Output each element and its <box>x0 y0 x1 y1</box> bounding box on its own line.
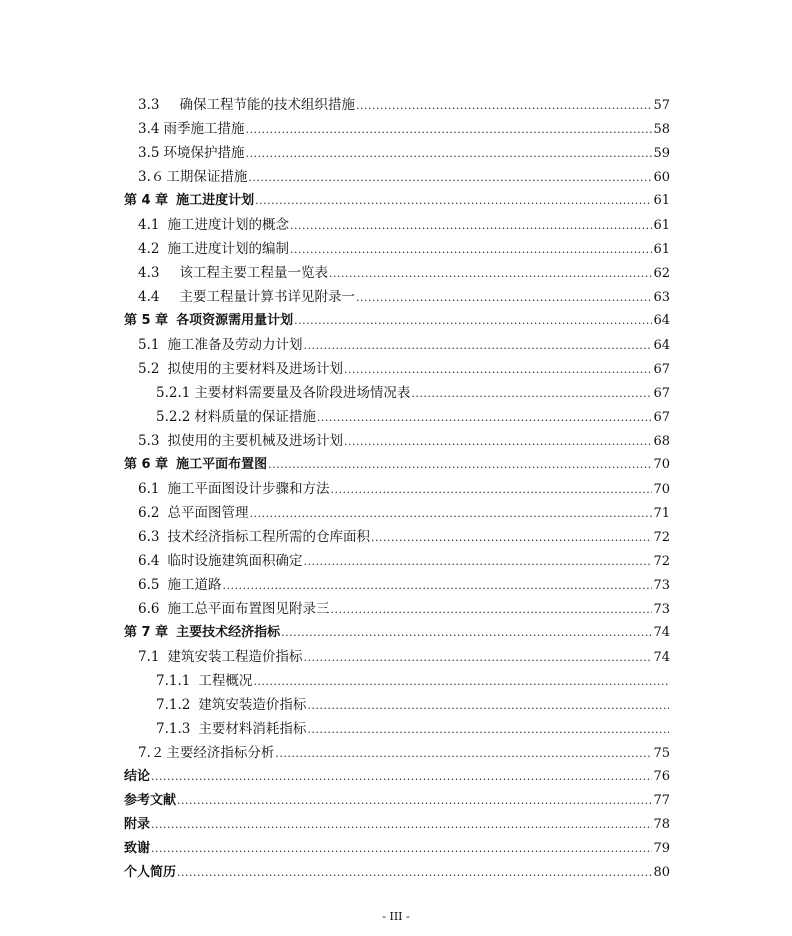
toc-entry-11 <box>124 333 670 357</box>
toc-entry-17 <box>124 477 670 501</box>
toc-dot-leader <box>253 670 669 694</box>
toc-entry-9 <box>124 285 670 309</box>
toc-entry-28 <box>124 741 670 765</box>
toc-dot-leader <box>290 214 652 238</box>
toc-entry-4 <box>124 165 670 189</box>
toc-entry-number: 3.６ <box>138 169 165 185</box>
toc-entry-number: 5.2.1 <box>156 385 191 401</box>
toc-dot-leader <box>307 694 669 718</box>
toc-page-number: 68 <box>653 434 670 449</box>
toc-entry-title: 该工程主要工程量一览表 <box>179 265 328 281</box>
toc-page-number: 77 <box>653 793 670 808</box>
toc-entry-title: 施工进度计划的概念 <box>167 217 289 233</box>
toc-dot-leader <box>329 262 652 286</box>
toc-dot-leader <box>307 718 669 742</box>
toc-dot-leader <box>248 166 652 190</box>
toc-entry-title: 建筑安装造价指标 <box>198 697 307 713</box>
toc-dot-leader <box>303 550 652 574</box>
toc-entry-title: 施工平面布置图 <box>176 457 268 472</box>
toc-dot-leader <box>177 861 652 885</box>
toc-page-number: 57 <box>653 98 670 113</box>
toc-page-number: 71 <box>653 506 670 521</box>
toc-dot-leader <box>249 502 652 526</box>
toc-entry-title: 材料质量的保证措施 <box>194 409 316 425</box>
toc-entry-8 <box>124 261 670 285</box>
toc-entry-title: 工程概况 <box>198 673 253 689</box>
toc-page-number: 74 <box>653 625 670 640</box>
toc-entry-13 <box>124 381 670 405</box>
toc-dot-leader <box>275 742 652 766</box>
toc-entry-title: 确保工程节能的技术组织措施 <box>179 97 355 113</box>
toc-dot-leader <box>356 94 652 118</box>
toc-entry-number: 第 6 章 <box>124 457 169 472</box>
toc-page-number: 80 <box>653 865 670 880</box>
toc-entry-title: 施工平面图设计步骤和方法 <box>167 481 330 497</box>
toc-dot-leader <box>371 526 652 550</box>
toc-page-number: 74 <box>653 650 670 665</box>
toc-dot-leader <box>330 478 652 502</box>
toc-entry-title: 拟使用的主要机械及进场计划 <box>167 433 343 449</box>
toc-entry-title: 拟使用的主要材料及进场计划 <box>167 361 343 377</box>
toc-dot-leader <box>281 621 652 645</box>
toc-page-number: 62 <box>653 266 670 281</box>
toc-entry-title: 致谢 <box>124 841 151 856</box>
toc-entry-15 <box>124 429 670 453</box>
toc-entry-14 <box>124 405 670 429</box>
toc-entry-number: 6.5 <box>138 577 160 593</box>
toc-page-number: 67 <box>653 410 670 425</box>
toc-page-number: 61 <box>653 193 670 208</box>
toc-page-number: 72 <box>653 554 670 569</box>
toc-entry-number: 第 7 章 <box>124 625 169 640</box>
toc-entry-title: 临时设施建筑面积确定 <box>167 553 303 569</box>
toc-page-number: 76 <box>653 769 670 784</box>
toc-entry-number: 6.2 <box>138 505 160 521</box>
toc-entry-title: 各项资源需用量计划 <box>176 313 294 328</box>
toc-entry-number: 4.1 <box>138 217 160 233</box>
toc-page-number: 70 <box>653 482 670 497</box>
toc-entry-title: 主要材料消耗指标 <box>198 721 307 737</box>
toc-dot-leader <box>151 765 652 789</box>
toc-dot-leader <box>303 334 652 358</box>
toc-entry-23 <box>124 621 670 645</box>
toc-entry-24 <box>124 645 670 669</box>
toc-entry-title: 主要技术经济指标 <box>176 625 281 640</box>
toc-entry-21 <box>124 573 670 597</box>
toc-entry-25 <box>124 669 670 693</box>
toc-dot-leader <box>344 430 652 454</box>
toc-entry-title: 主要经济指标分析 <box>166 745 275 761</box>
toc-entry-number: 3.3 <box>138 97 160 113</box>
toc-entry-number: 6.6 <box>138 601 160 617</box>
toc-entry-number: 7.1.3 <box>156 721 191 737</box>
toc-entry-29 <box>124 765 670 789</box>
toc-entry-number: 第 5 章 <box>124 313 169 328</box>
toc-entry-title: 施工总平面布置图见附录三 <box>167 601 330 617</box>
page-number-footer: - III - <box>382 910 410 923</box>
toc-entry-number: 4.2 <box>138 241 160 257</box>
toc-entry-title: 结论 <box>124 769 151 784</box>
toc-dot-leader <box>356 286 652 310</box>
toc-entry-title: 附录 <box>124 817 151 832</box>
toc-entry-title: 环境保护措施 <box>163 145 245 161</box>
table-of-contents <box>124 93 670 885</box>
toc-dot-leader <box>151 837 652 861</box>
toc-dot-leader <box>245 118 652 142</box>
toc-entry-12 <box>124 357 670 381</box>
toc-entry-20 <box>124 549 670 573</box>
toc-page-number: 70 <box>653 457 670 472</box>
toc-page-number: 79 <box>653 841 670 856</box>
toc-entry-number: 7.２ <box>138 745 165 761</box>
toc-entry-30 <box>124 789 670 813</box>
toc-entry-number: 4.3 <box>138 265 160 281</box>
toc-page-number: 59 <box>653 146 670 161</box>
toc-dot-leader <box>411 382 652 406</box>
toc-dot-leader <box>303 646 652 670</box>
toc-entry-number: 3.5 <box>138 145 160 161</box>
toc-entry-16 <box>124 453 670 477</box>
toc-page-number: 64 <box>653 313 670 328</box>
toc-entry-title: 总平面图管理 <box>167 505 249 521</box>
toc-dot-leader <box>317 406 653 430</box>
toc-page-number: 58 <box>653 122 670 137</box>
toc-entry-title: 工期保证措施 <box>166 169 248 185</box>
toc-page-number: 60 <box>653 170 670 185</box>
toc-entry-title: 施工准备及劳动力计划 <box>167 337 303 353</box>
toc-entry-27 <box>124 717 670 741</box>
toc-dot-leader <box>268 453 652 477</box>
toc-dot-leader <box>294 309 652 333</box>
toc-entry-number: 5.3 <box>138 433 160 449</box>
toc-entry-2 <box>124 117 670 141</box>
toc-page-number: 67 <box>653 362 670 377</box>
toc-entry-number: 6.1 <box>138 481 160 497</box>
toc-entry-number: 5.1 <box>138 337 160 353</box>
toc-page-number: 61 <box>653 242 670 257</box>
toc-dot-leader <box>177 789 652 813</box>
toc-entry-number: 6.3 <box>138 529 160 545</box>
toc-entry-title: 雨季施工措施 <box>163 121 245 137</box>
toc-dot-leader <box>330 598 652 622</box>
toc-entry-18 <box>124 501 670 525</box>
toc-dot-leader <box>344 358 652 382</box>
toc-entry-title: 参考文献 <box>124 793 177 808</box>
toc-entry-number: 3.4 <box>138 121 160 137</box>
toc-entry-32 <box>124 837 670 861</box>
toc-entry-title: 主要工程量计算书详见附录一 <box>179 289 355 305</box>
toc-entry-number: 第 4 章 <box>124 193 169 208</box>
toc-page-number: 73 <box>653 578 670 593</box>
toc-dot-leader <box>290 238 652 262</box>
toc-entry-number: 5.2 <box>138 361 160 377</box>
toc-page-number: 63 <box>653 290 670 305</box>
toc-entry-3 <box>124 141 670 165</box>
toc-entry-title: 个人简历 <box>124 865 177 880</box>
toc-entry-6 <box>124 213 670 237</box>
toc-entry-number: 7.1.2 <box>156 697 191 713</box>
toc-page-number: 73 <box>653 602 670 617</box>
toc-entry-number: 6.4 <box>138 553 160 569</box>
toc-dot-leader <box>151 813 652 837</box>
toc-page-number: 72 <box>653 530 670 545</box>
toc-dot-leader <box>245 142 652 166</box>
toc-entry-number: 5.2.2 <box>156 409 191 425</box>
toc-entry-5 <box>124 189 670 213</box>
toc-entry-title: 建筑安装工程造价指标 <box>167 649 303 665</box>
toc-entry-title: 施工道路 <box>167 577 222 593</box>
toc-page-number: 64 <box>653 338 670 353</box>
toc-entry-title: 施工进度计划 <box>176 193 255 208</box>
toc-entry-number: 7.1.1 <box>156 673 191 689</box>
toc-page-number: 67 <box>653 386 670 401</box>
toc-entry-title: 技术经济指标工程所需的仓库面积 <box>167 529 370 545</box>
toc-entry-number: 7.1 <box>138 649 160 665</box>
toc-page-number: 61 <box>653 218 670 233</box>
toc-entry-7 <box>124 237 670 261</box>
toc-entry-10 <box>124 309 670 333</box>
toc-entry-26 <box>124 693 670 717</box>
toc-entry-title: 施工进度计划的编制 <box>167 241 289 257</box>
toc-dot-leader <box>255 189 652 213</box>
toc-dot-leader <box>222 574 652 598</box>
toc-page-number: 78 <box>653 817 670 832</box>
toc-entry-31 <box>124 813 670 837</box>
toc-entry-19 <box>124 525 670 549</box>
toc-entry-1 <box>124 93 670 117</box>
toc-entry-title: 主要材料需要量及各阶段进场情况表 <box>194 385 411 401</box>
toc-entry-22 <box>124 597 670 621</box>
toc-page-number: 75 <box>653 746 670 761</box>
toc-entry-number: 4.4 <box>138 289 160 305</box>
toc-entry-33 <box>124 861 670 885</box>
